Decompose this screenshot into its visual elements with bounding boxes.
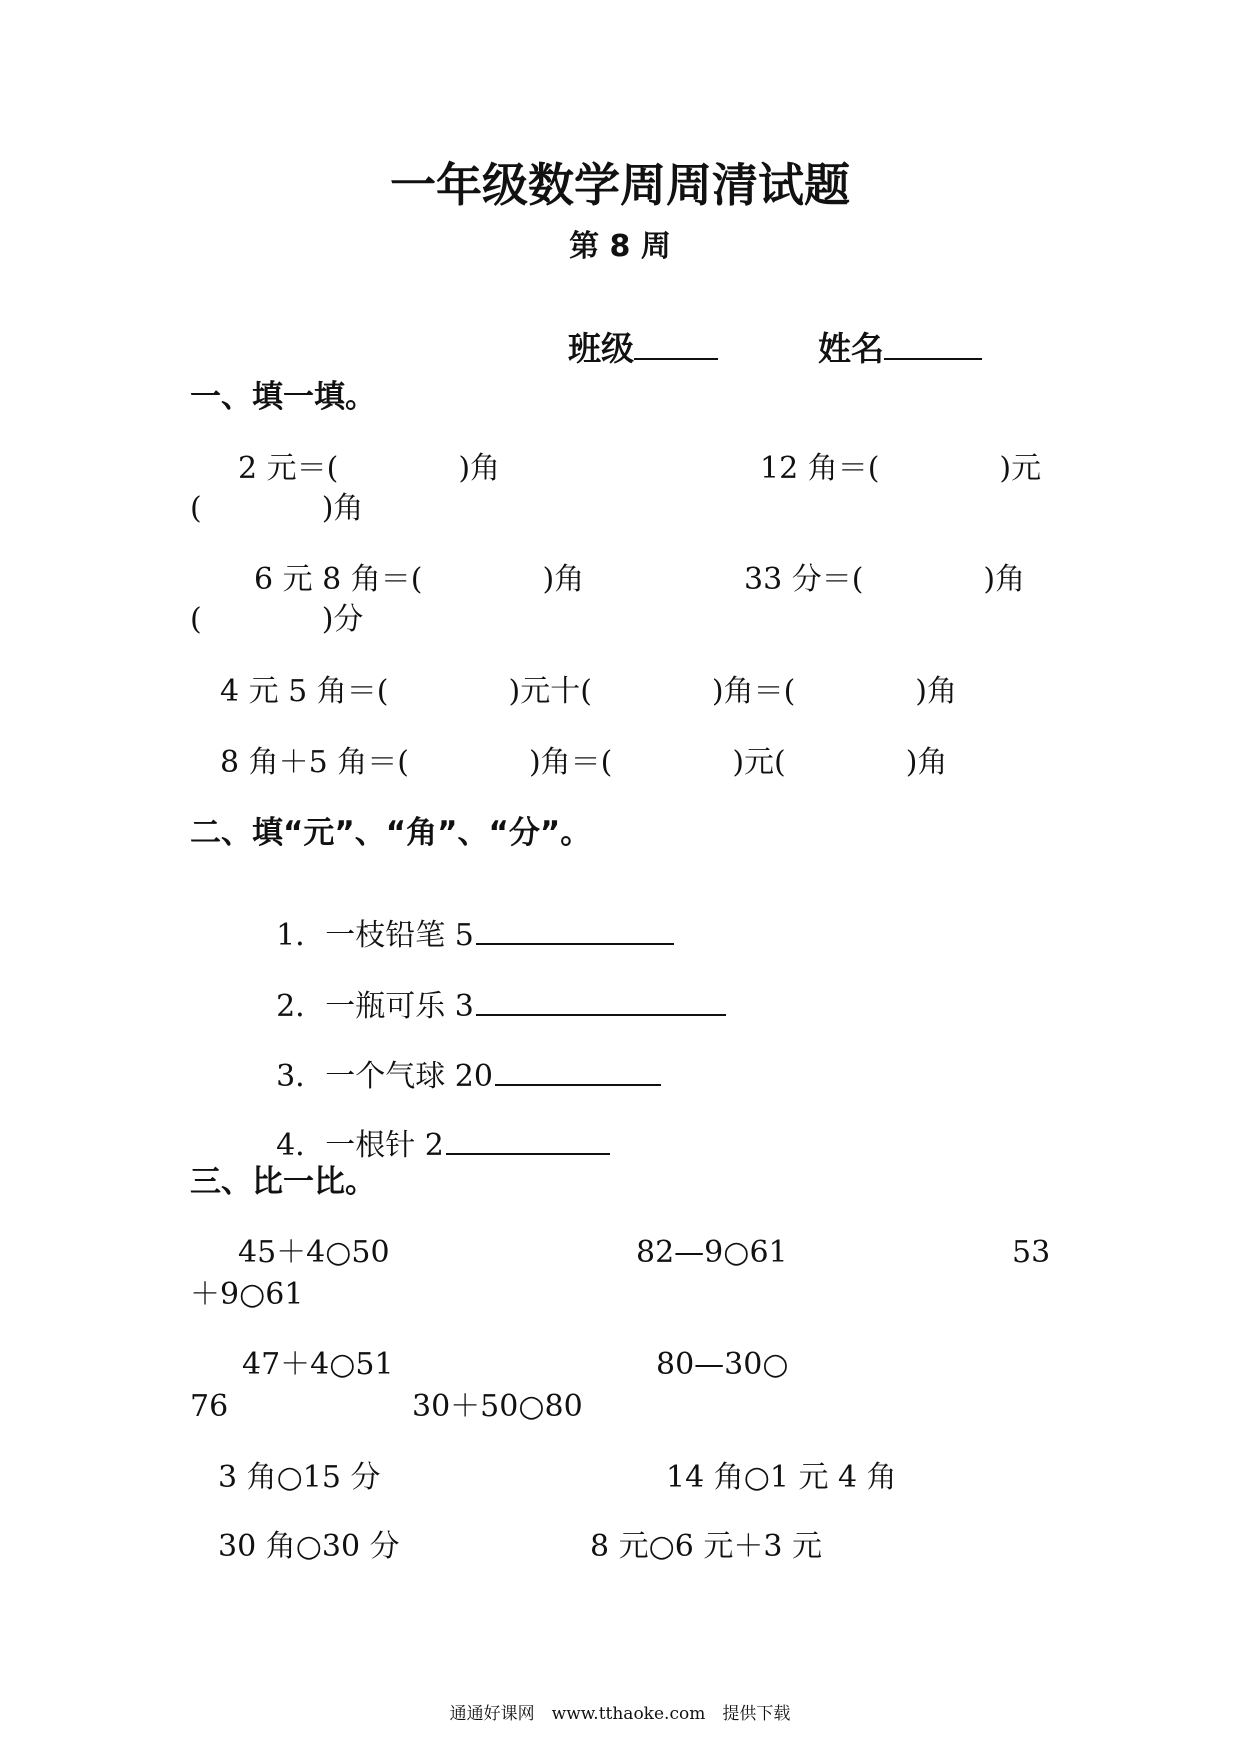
compare-10: 8 元○6 元＋3 元 (590, 1529, 823, 1564)
unit-item-4-text: 4．一根针 2 (276, 1128, 444, 1163)
compare-8: 14 角○1 元 4 角 (666, 1460, 897, 1495)
unit-item-2-blank[interactable] (476, 988, 726, 1016)
compare-7: 3 角○15 分 (218, 1460, 381, 1495)
unit-item-4-blank[interactable] (446, 1127, 610, 1155)
name-label: 姓名 (817, 329, 884, 368)
compare-2: 82—9○61 (636, 1235, 788, 1270)
class-field (522, 297, 718, 398)
section-3-heading: 三、比一比。 (190, 1164, 376, 1200)
fill-row-3: 4 元 5 角＝( )元十( )角＝( )角 (220, 674, 958, 709)
compare-3-part-2: ＋9○61 (190, 1277, 304, 1312)
class-label: 班级 (567, 329, 634, 368)
unit-item-2-text: 2．一瓶可乐 3 (276, 989, 474, 1024)
compare-6: 30＋50○80 (412, 1389, 583, 1424)
worksheet-title: 一年级数学周周清试题 (390, 158, 850, 212)
compare-4: 47＋4○51 (242, 1347, 394, 1382)
fill-row-2b: 33 分＝( )角 (744, 562, 1026, 597)
unit-item-3-text: 3．一个气球 20 (276, 1059, 493, 1094)
unit-item-3-blank[interactable] (495, 1058, 661, 1086)
name-blank[interactable] (884, 330, 982, 360)
section-1-heading: 一、填一填。 (190, 379, 376, 415)
fill-row-2c: ( )分 (190, 602, 364, 637)
fill-row-1b: 12 角＝( )元 (760, 451, 1042, 486)
class-blank[interactable] (634, 330, 718, 360)
name-field (772, 297, 982, 398)
compare-5-part-1: 80—30○ (656, 1347, 789, 1382)
fill-row-4: 8 角＋5 角＝( )角＝( )元( )角 (220, 745, 948, 780)
unit-item-1-text: 1．一枝铅笔 5 (276, 918, 474, 953)
week-label: 第 8 周 (569, 229, 671, 264)
section-2-heading: 二、填“元”、“角”、“分”。 (190, 815, 592, 851)
fill-row-2a: 6 元 8 角＝( )角 (254, 562, 585, 597)
fill-row-1c: ( )角 (190, 491, 364, 526)
footer-credit: 通通好课网 www.tthaoke.com 提供下载 (449, 1704, 791, 1724)
compare-5-part-2: 76 (190, 1389, 229, 1424)
compare-1: 45＋4○50 (238, 1235, 390, 1270)
compare-9: 30 角○30 分 (218, 1529, 400, 1564)
fill-row-1a: 2 元＝( )角 (238, 451, 501, 486)
compare-3-part-1: 53 (1012, 1235, 1051, 1270)
unit-item-1-blank[interactable] (476, 917, 674, 945)
